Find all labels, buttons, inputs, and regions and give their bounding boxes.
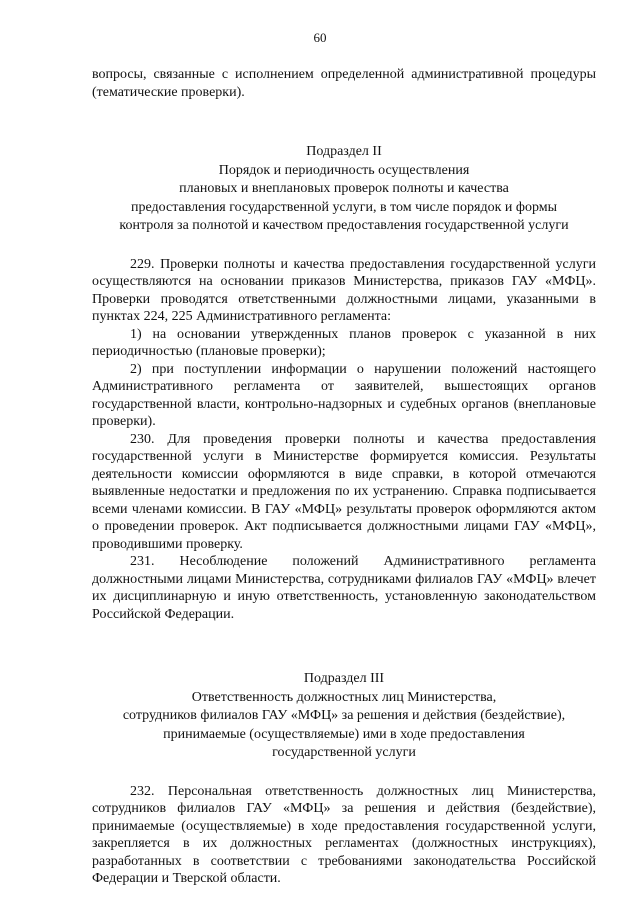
page-number: 60	[313, 30, 327, 45]
paragraph-229-item-2: 2) при поступлении информации о нарушении положений настоящего Административного регламента от заявителей, вышестоящих органов государственной власти, контрольно-надзорных и судебных органов (внеплановые проверки).	[92, 361, 596, 429]
intro-paragraph: вопросы, связанные с исполнением определенной административной процедуры (тематические проверки).	[92, 67, 596, 100]
subsection-2-title-line: плановых и внеплановых проверок полноты и качества	[179, 181, 509, 196]
paragraph-232: 232. Персональная ответственность должностных лиц Министерства, сотрудников филиалов ГАУ «МФЦ» за решения и действия (бездействие), принимаемые (осуществляемые) в ходе предоставления государственной услуги, закрепляется в их должностных регламентах (должностных инструкциях), разработанных в соответствии с требованиями законодательства Российской Федерации и Тверской области.	[92, 783, 596, 886]
subsection-2-title-line: предоставления государственной услуги, в том числе порядок и формы	[130, 199, 558, 215]
document-body	[92, 66, 596, 888]
subsection-3-heading: Подраздел III	[303, 671, 385, 686]
subsection-2-heading: Подраздел II	[306, 144, 382, 159]
paragraph-231: 231. Несоблюдение положений Административного регламента должностными лицами Министерства, сотрудниками филиалов ГАУ «МФЦ» влечет их дисциплинарную и иную ответственность, установленную законодательством Российской Федерации.	[92, 554, 596, 622]
subsection-2-title-line: Порядок и периодичность осуществления	[218, 162, 470, 178]
subsection-2-header	[92, 143, 596, 236]
subsection-3-title-line: государственной услуги	[272, 745, 416, 760]
subsection-2-title-line: контроля за полнотой и качеством предоставления государственной услуги	[119, 218, 569, 233]
subsection-3-header	[92, 670, 596, 763]
subsection-3-title-line: принимаемые (осуществляемые) ими в ходе предоставления	[163, 726, 525, 742]
subsection-3-title-line: Ответственность должностных лиц Министерства,	[191, 689, 497, 705]
subsection-3-title-line: сотрудников филиалов ГАУ «МФЦ» за решения и действия (бездействие),	[122, 708, 566, 723]
paragraph-230: 230. Для проведения проверки полноты и качества предоставления государственной услуги в Министерстве формируется комиссия. Результаты деятельности комиссии оформляются в виде справки, в которой отмечаются выявленные недостатки и предложения по их устранению. Справка подписывается всеми членами комиссии. В ГАУ «МФЦ» результаты проверок оформляются актом о проведении проверок. Акт подписывается должностными лицами ГАУ «МФЦ», проводившими проверку.	[92, 431, 596, 552]
paragraph-229-item-1: 1) на основании утвержденных планов проверок с указанной в них периодичностью (плановые проверки);	[92, 326, 596, 359]
subsection-3-body	[92, 783, 596, 888]
subsection-2-body	[92, 256, 596, 624]
paragraph-229: 229. Проверки полноты и качества предоставления государственной услуги осуществляются на основании приказов Министерства, приказов ГАУ «МФЦ». Проверки проводятся ответственными должностными лицами, указанными в пунктах 224, 225 Административного регламента:	[92, 256, 596, 324]
